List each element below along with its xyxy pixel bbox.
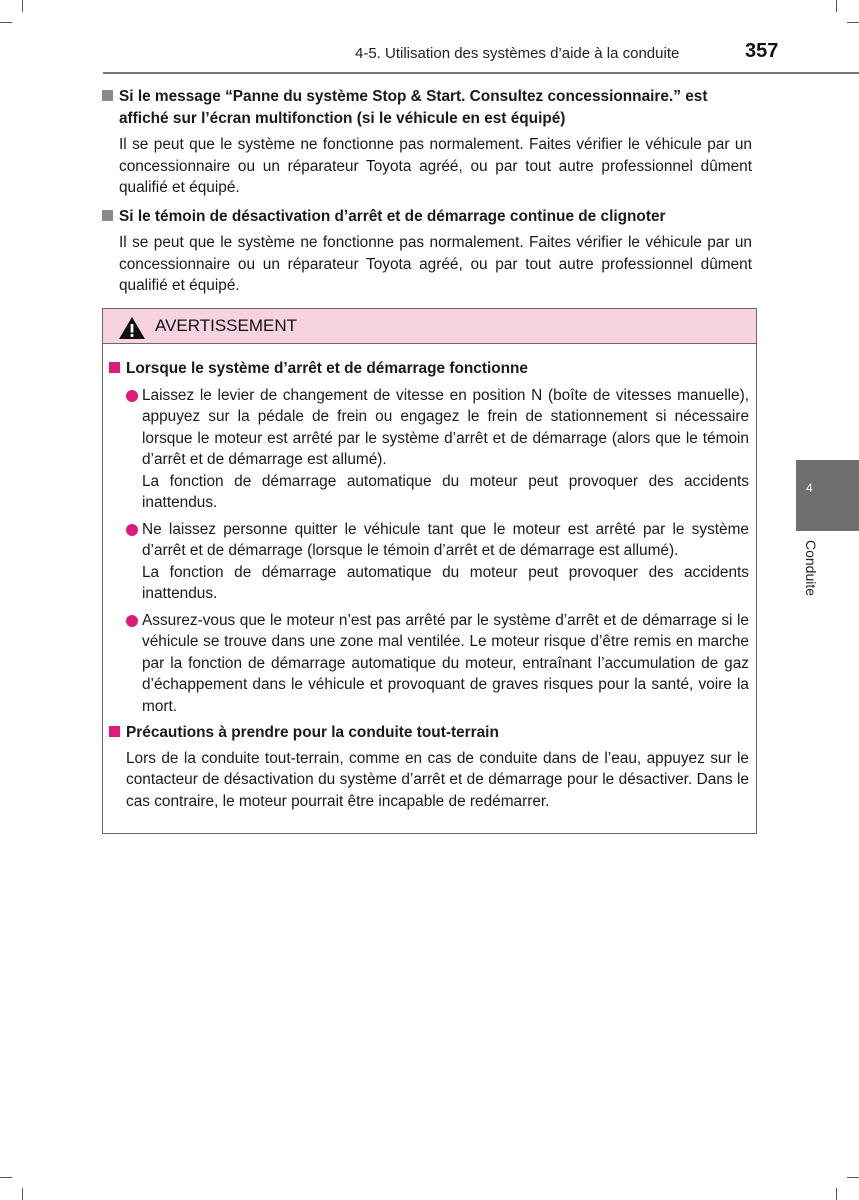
section-body: Il se peut que le système ne fonctionne pas normalement. Faites vérifier le véhicule par un concessionnaire ou un réparateur Toyota agréé, ou par tout autre professionnel dûment qualifié et équipé. [119, 136, 752, 196]
square-bullet-icon [102, 210, 113, 221]
bullet-text: Ne laissez personne quitter le véhicule tant que le moteur est arrêté par le système d’arrêt et de démarrage (lorsque le témoin d’arrêt et de démarrage est allumé). [142, 520, 749, 559]
warning-section-body-text: Lors de la conduite tout-terrain, comme en cas de conduite dans de l’eau, appuyez sur le contacteur de désactivation du système d’arrêt et de démarrage pour le désactiver. Dans le cas contraire, le moteur pourrait être incapable de redémarrer. [126, 749, 749, 810]
section-heading [102, 206, 752, 228]
section-heading-text: Si le message “Panne du système Stop & Start. Consultez concessionnaire.” est affiché sur l’écran multifonction (si le véhicule en est équipé) [119, 88, 708, 127]
square-bullet-icon [102, 90, 113, 101]
crop-mark [22, 1188, 23, 1200]
crop-mark [847, 22, 859, 23]
warning-header [103, 309, 756, 344]
warning-section-heading-text: Précautions à prendre pour la conduite tout-terrain [126, 724, 499, 741]
bullet-text: Laissez le levier de changement de vitesse en position N (boîte de vitesses manuelle), appuyez sur la pédale de frein ou engagez le frein de stationnement si nécessaire lorsque le moteur est arrêté par le système d’arrêt et de démarrage (alors que le témoin d’arrêt et de démarrage est allumé). [142, 386, 749, 468]
chapter-tab-number: 4 [806, 481, 813, 495]
crop-mark [836, 0, 837, 12]
square-bullet-icon [109, 362, 120, 373]
chapter-tab [796, 460, 859, 531]
main-content [102, 86, 752, 304]
bullet-note: La fonction de démarrage automatique du moteur peut provoquer des accidents inattendus. [142, 563, 749, 602]
crop-mark [0, 1177, 12, 1178]
warning-bullet [109, 610, 749, 718]
warning-triangle-icon [118, 316, 146, 340]
section-heading [102, 86, 752, 129]
bullet-dot-icon [126, 524, 138, 536]
header-divider [103, 72, 859, 74]
chapter-section-title: 4-5. Utilisation des systèmes d’aide à la conduite [355, 45, 680, 62]
section-heading-text: Si le témoin de désactivation d’arrêt et de démarrage continue de clignoter [119, 207, 666, 225]
warning-bullet [109, 519, 749, 605]
warning-box [102, 308, 757, 834]
crop-mark [847, 1177, 859, 1178]
crop-mark [22, 0, 23, 12]
bullet-dot-icon [126, 390, 138, 402]
warning-section-heading [109, 722, 749, 744]
warning-content [109, 358, 749, 812]
bullet-dot-icon [126, 615, 138, 627]
square-bullet-icon [109, 726, 120, 737]
bullet-note: La fonction de démarrage automatique du moteur peut provoquer des accidents inattendus. [142, 472, 749, 511]
warning-bullet [109, 385, 749, 514]
page-number: 357 [745, 40, 779, 62]
warning-title: AVERTISSEMENT [155, 316, 298, 335]
bullet-text: Assurez-vous que le moteur n’est pas arrêté par le système d’arrêt et de démarrage si le véhicule se trouve dans une zone mal ventilée. Le moteur risque d’être remis en marche par la fonction de démarrage automatique du moteur, entraînant l’accumulation de gaz d’échappement dans le véhicule et provoquant de graves risques pour la santé, voire la mort. [142, 611, 749, 715]
warning-section-body [109, 748, 749, 813]
chapter-tab-label: Conduite [803, 540, 819, 597]
crop-mark [836, 1188, 837, 1200]
section-body: Il se peut que le système ne fonctionne pas normalement. Faites vérifier le véhicule par un concessionnaire ou un réparateur Toyota agréé, ou par tout autre professionnel dûment qualifié et équipé. [119, 234, 752, 294]
warning-section-heading [109, 358, 749, 380]
warning-section-heading-text: Lorsque le système d’arrêt et de démarrage fonctionne [126, 360, 528, 377]
crop-mark [0, 22, 12, 23]
